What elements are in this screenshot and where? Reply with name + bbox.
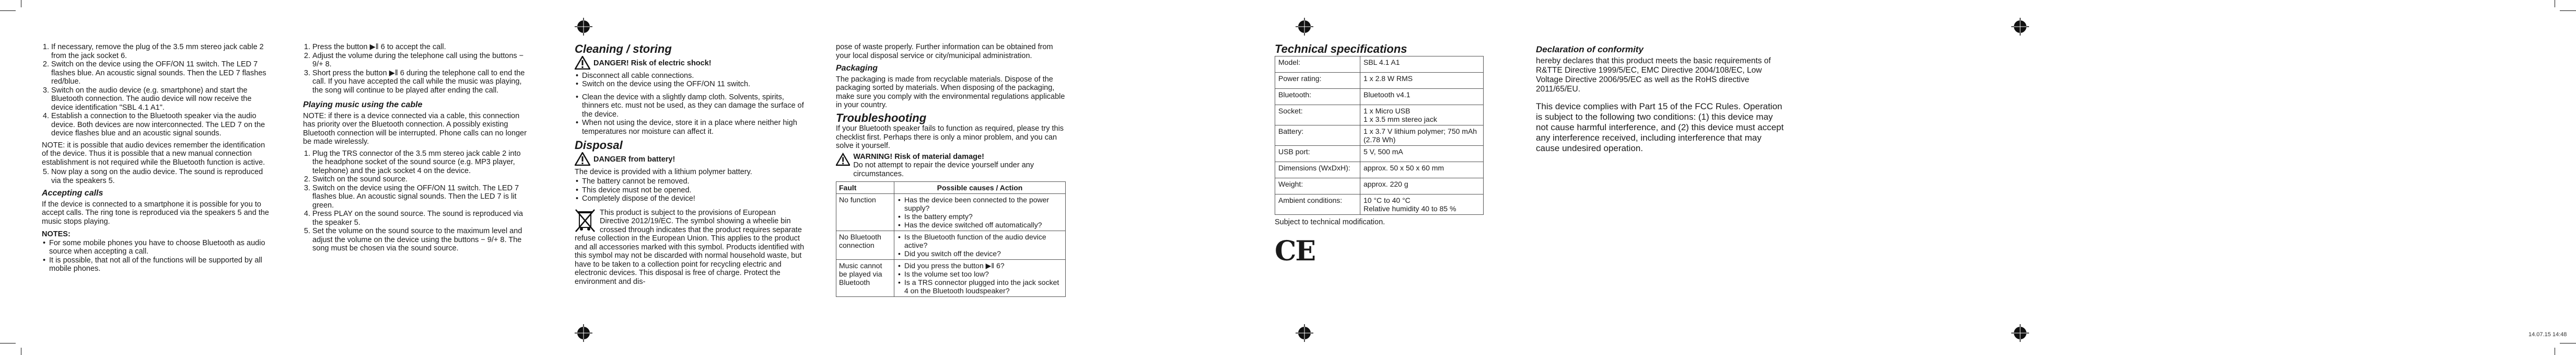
column-5 — [1275, 43, 1484, 266]
table-cell — [894, 260, 1066, 297]
spec-key: Socket: — [1275, 105, 1360, 125]
spec-value: 1 x 2.8 W RMS — [1360, 72, 1484, 88]
table-row — [1275, 88, 1484, 105]
list-item: • Has the device switched off automatically? — [904, 221, 1063, 229]
list-item: • The battery cannot be removed. — [582, 177, 805, 186]
list-item: 1. Plug the TRS connector of the 3.5 mm stereo jack cable 2 into the headphone socket of the sound source (e.g. MP3 player, telephone) and the jack socket 4 on the device. — [312, 150, 533, 176]
list-item: • It is possible, that not all of the functions will be supported by all mobile phones. — [49, 256, 272, 273]
list-item: 5. Set the volume on the sound source to the maximum level and adjust the volume on the device using the buttons − 9/+ 8. The song must be chosen via the sound source. — [312, 227, 533, 253]
paragraph: pose of waste properly. Further information can be obtained from your local disposal service or city/municipal administration. — [836, 43, 1053, 60]
table-row — [1275, 162, 1484, 178]
list-item: • Is the battery empty? — [904, 212, 1063, 221]
paragraph: Subject to technical modification. — [1275, 217, 1385, 226]
spec-key: Battery: — [1275, 125, 1360, 145]
tech-specs-table — [1275, 56, 1484, 215]
list-item: • Is the Bluetooth function of the audio device active? — [904, 233, 1063, 249]
warning-block — [575, 56, 805, 70]
column-1 — [42, 43, 272, 273]
table-row — [1275, 72, 1484, 88]
list-item: 2. Switch on the sound source. — [312, 175, 533, 184]
list-item: • Clean the device with a slightly damp cloth. Solvents, spirits, thinners etc. must not be used, as they can damage the surface of the device. — [582, 93, 805, 119]
spec-key: Bluetooth: — [1275, 88, 1360, 105]
warning-text: Do not attempt to repair the device yourself under any circumstances. — [853, 161, 1034, 178]
paragraph: If your Bluetooth speaker fails to function as required, please try this checklist first. Perhaps there is only a minor problem, and you can solve it yourself. — [836, 124, 1064, 150]
section-heading: Troubleshooting — [836, 111, 927, 124]
warning-triangle-icon — [575, 56, 590, 70]
registration-mark-icon — [575, 18, 592, 36]
paragraph: The packaging is made from recyclable materials. Dispose of the packaging sorted by materials. When disposing of the packaging, make sure you comply with the environmental regulations applicable in your country. — [836, 75, 1065, 109]
paragraph: If the device is connected to a smartphone it is possible for you to accept calls. The ring tone is reproduced via the speakers 5 and the music stops playing. — [42, 200, 269, 226]
crossed-wheelie-bin-icon — [575, 209, 596, 233]
weee-paragraph: This product is subject to the provisions of European Directive 2012/19/EC. The symbol showing a wheelie bin crossed through indicates that the product requires separate refuse collection in the European Union. This applies to the product and all accessories marked with this symbol. Products identified with this symbol may not be discarded with normal household waste, but have to be taken to a collection point for recycling electric and electronic devices. This disposal is free of charge. Protect the environment and dis- — [575, 208, 805, 286]
registration-mark-icon — [575, 324, 592, 342]
spec-key: Ambient conditions: — [1275, 194, 1360, 214]
note-paragraph: NOTE: it is possible that audio devices remember the identification of the device. Thus it is possible that a new manual connection establishment is not required while the Bluetooth function is active. — [42, 141, 265, 167]
warning-block — [836, 153, 1066, 179]
list-item: 1. If necessary, remove the plug of the 3.5 mm stereo jack cable 2 from the jack socket 6. — [51, 43, 272, 60]
column-6 — [1536, 43, 1787, 155]
list-item: 4. Press PLAY on the sound source. The sound is reproduced via the speaker 5. — [312, 210, 533, 227]
list-item: • For some mobile phones you have to choose Bluetooth as audio source when accepting a call. — [49, 239, 272, 256]
table-cell: No function — [836, 194, 894, 231]
table-cell — [894, 231, 1066, 260]
table-row — [1275, 125, 1484, 145]
cable-steps-list — [303, 150, 533, 253]
setup-steps-list-continued — [42, 168, 272, 185]
column-2 — [303, 43, 533, 253]
warning-block — [575, 152, 805, 166]
spec-key: Model: — [1275, 56, 1360, 72]
section-heading: Packaging — [836, 64, 878, 73]
notes-heading: NOTES: — [42, 230, 71, 238]
list-item: • Completely dispose of the device! — [582, 194, 805, 203]
list-item: • Is a TRS connector plugged into the jack socket 4 on the Bluetooth loudspeaker? — [904, 278, 1063, 295]
table-row — [1275, 56, 1484, 72]
warning-list — [575, 72, 805, 89]
registration-mark-icon — [1296, 18, 1313, 36]
list-item: 3. Switch on the device using the OFF/ON 11 switch. The LED 7 flashes blue. An acoustic signal sounds. Then the LED 7 is lit green. — [312, 184, 533, 210]
table-row — [836, 194, 1066, 231]
spec-value: 1 x Micro USB 1 x 3.5 mm stereo jack — [1360, 105, 1484, 125]
cleaning-list — [575, 93, 805, 136]
crop-mark — [0, 10, 16, 11]
troubleshooting-table — [836, 181, 1066, 297]
registration-mark-icon — [1296, 324, 1313, 342]
spec-value: approx. 220 g — [1360, 178, 1484, 194]
table-cell: No Bluetooth connection — [836, 231, 894, 260]
spec-key: Power rating: — [1275, 72, 1360, 88]
ce-mark-icon: CE — [1275, 235, 1315, 267]
table-header: Possible causes / Action — [894, 182, 1066, 194]
column-3 — [575, 43, 805, 286]
section-heading: Disposal — [575, 139, 623, 152]
weee-block — [575, 209, 805, 287]
list-item: 1. Press the button ▶ǁ 6 to accept the call. — [312, 43, 533, 52]
list-item: 3. Switch on the audio device (e.g. smartphone) and start the Bluetooth connection. The audio device will now receive the device identification "SBL 4.1 A1". — [51, 86, 272, 112]
list-item: • Switch on the device using the OFF/ON 11 switch. — [582, 80, 805, 89]
section-heading: Declaration of conformity — [1536, 44, 1643, 54]
section-heading: Technical specifications — [1275, 42, 1407, 55]
paragraph: The device is provided with a lithium polymer battery. — [575, 167, 752, 176]
table-header-row — [836, 182, 1066, 194]
setup-steps-list — [42, 43, 272, 138]
registration-mark-icon — [2011, 324, 2029, 342]
list-item: • Did you press the button ▶ǁ 6? — [904, 261, 1063, 270]
table-row — [836, 260, 1066, 297]
list-item: 4. Establish a connection to the Bluetooth speaker via the audio device. Both devices are now interconnected. The LED 7 on the device flashes blue and an acoustic signal sounds. — [51, 112, 272, 138]
list-item: • Disconnect all cable connections. — [582, 72, 805, 81]
table-header: Fault — [836, 182, 894, 194]
paragraph: This device complies with Part 15 of the FCC Rules. Operation is subject to the following two conditions: (1) this device may not cause harmful interference, and (2) this device must accept any interference received, including interference that may cause undesired operation. — [1536, 101, 1784, 153]
column-4 — [836, 43, 1066, 297]
spec-value: 1 x 3.7 V lithium polymer; 750 mAh (2.78 Wh) — [1360, 125, 1484, 145]
spec-key: Weight: — [1275, 178, 1360, 194]
list-item: 2. Switch on the device using the OFF/ON 11 switch. The LED 7 flashes blue. An acoustic signal sounds. Then the LED 7 flashes red/blue. — [51, 60, 272, 86]
table-row — [1275, 194, 1484, 214]
section-heading: Cleaning / storing — [575, 42, 672, 55]
list-item: • When not using the device, store it in a place where neither high temperatures nor moisture can affect it. — [582, 119, 805, 136]
table-row — [1275, 145, 1484, 162]
battery-warning-list — [575, 177, 805, 203]
notes-list — [42, 239, 272, 273]
spec-value: SBL 4.1 A1 — [1360, 56, 1484, 72]
crop-mark — [2560, 10, 2576, 11]
spec-value: approx. 50 x 50 x 60 mm — [1360, 162, 1484, 178]
spec-value: 10 °C to 40 °C Relative humidity 40 to 85 % — [1360, 194, 1484, 214]
paragraph: hereby declares that this product meets the basic requirements of R&TTE Directive 1999/5/EC, EMC Directive 2004/108/EC, Low Voltage Directive 2006/95/EC as well as the RoHS directive 2011/65/EU. — [1536, 56, 1771, 94]
registration-mark-icon — [2011, 18, 2029, 36]
list-item: • This device must not be opened. — [582, 186, 805, 195]
list-item: • Has the device been connected to the power supply? — [904, 196, 1063, 212]
warning-triangle-icon — [836, 153, 850, 166]
warning-triangle-icon — [575, 152, 590, 166]
note-paragraph: NOTE: if there is a device connected via a cable, this connection has priority over the Bluetooth connection. A possibly existing Bluetooth connection will be interrupted. Phone calls can no longer be made wirelessly. — [303, 111, 527, 146]
spec-value: Bluetooth v4.1 — [1360, 88, 1484, 105]
print-timestamp: 14.07.15 14:48 — [2528, 331, 2567, 338]
list-item: • Did you switch off the device? — [904, 249, 1063, 258]
table-cell — [894, 194, 1066, 231]
spec-key: Dimensions (WxDxH): — [1275, 162, 1360, 178]
list-item: 2. Adjust the volume during the telephone call using the buttons − 9/+ 8. — [312, 52, 533, 69]
section-heading: Playing music using the cable — [303, 100, 423, 109]
warning-title: WARNING! Risk of material damage! — [853, 152, 984, 161]
table-row — [1275, 178, 1484, 194]
warning-title: DANGER from battery! — [593, 155, 675, 164]
list-item: • Is the volume set too low? — [904, 270, 1063, 278]
warning-title: DANGER! Risk of electric shock! — [593, 59, 712, 67]
section-heading: Accepting calls — [42, 189, 103, 198]
list-item: 5. Now play a song on the audio device. The sound is reproduced via the speakers 5. — [51, 168, 272, 185]
spec-value: 5 V, 500 mA — [1360, 145, 1484, 162]
table-cell: Music cannot be played via Bluetooth — [836, 260, 894, 297]
table-row — [1275, 105, 1484, 125]
call-steps-list — [303, 43, 533, 95]
table-row — [836, 231, 1066, 260]
spec-key: USB port: — [1275, 145, 1360, 162]
list-item: 3. Short press the button ▶ǁ 6 during the telephone call to end the call. If you have accepted the call while the music was playing, the song will continue to be played after ending the call. — [312, 69, 533, 95]
